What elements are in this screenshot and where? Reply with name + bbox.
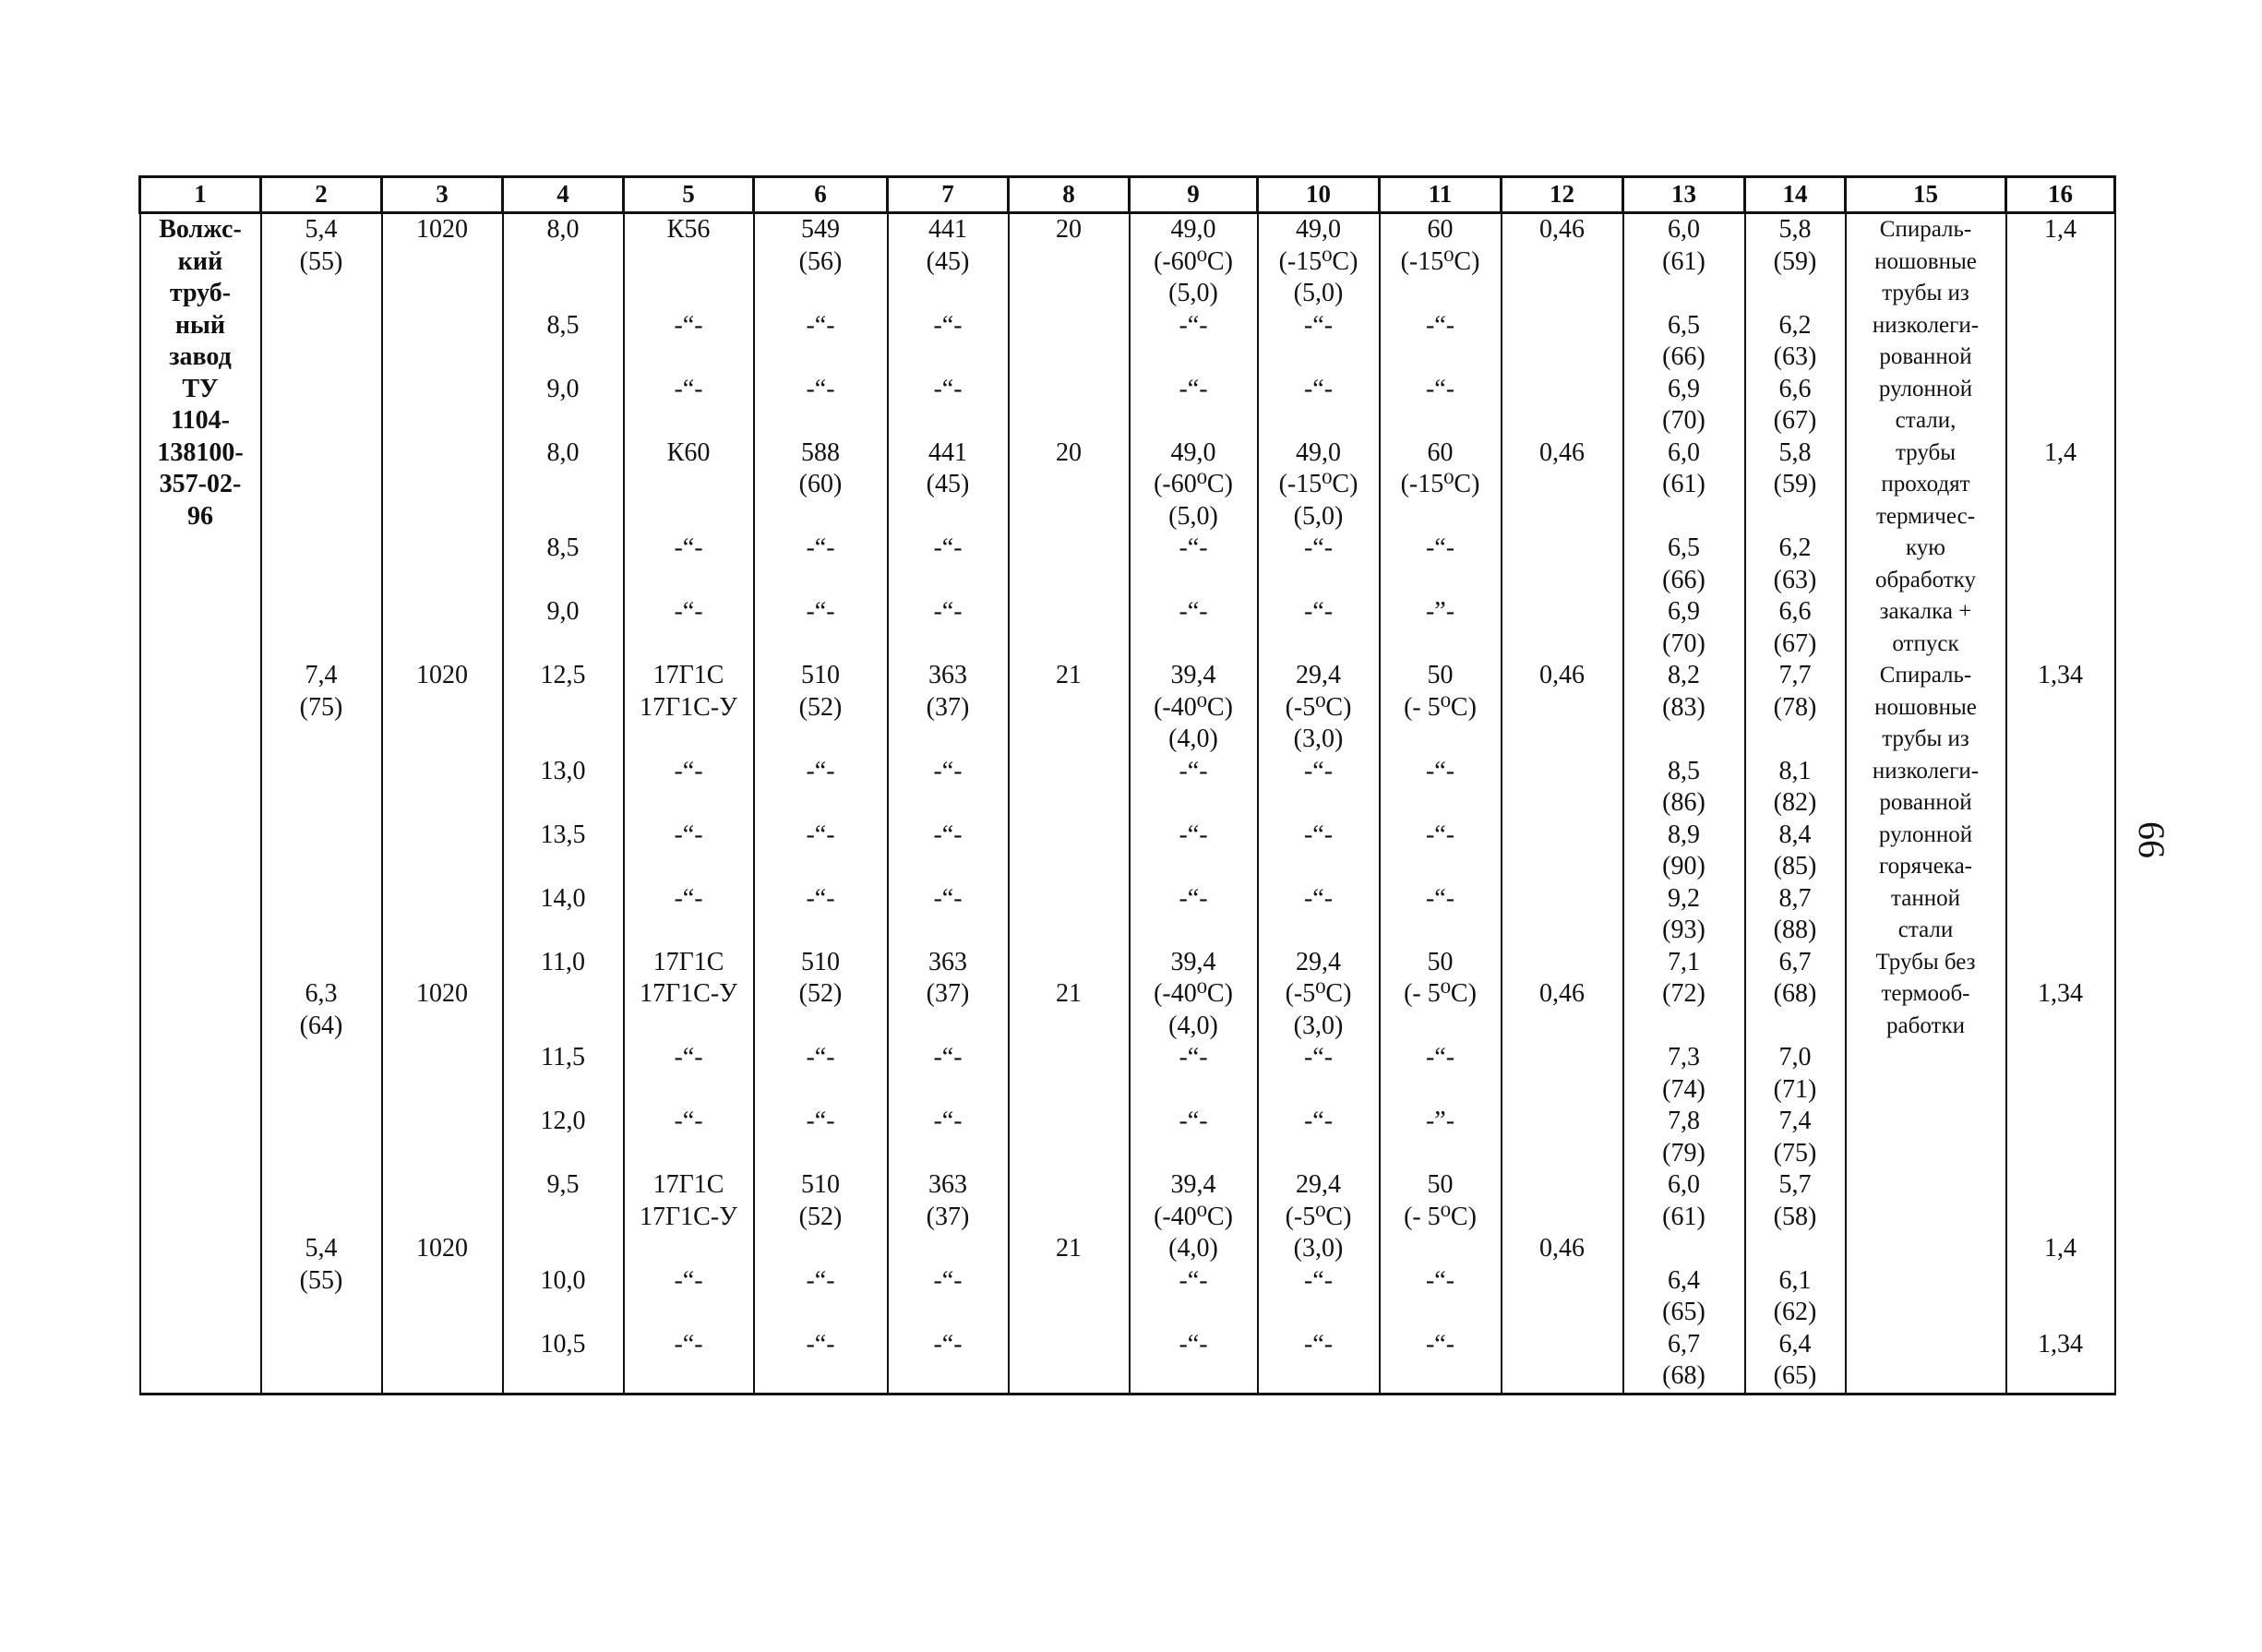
col8-text: 20 20 21 21 21: [1056, 215, 1082, 1263]
header-cell: 15: [1846, 177, 2006, 213]
header-cell: 7: [888, 177, 1009, 213]
pipe-specification-table: [138, 175, 2116, 1395]
header-cell: 10: [1258, 177, 1380, 213]
header-cell: 2: [261, 177, 382, 213]
col10-text: 49,0 (-15⁰С) (5,0) -“- -“- 49,0 (-15⁰С) (5,0) -“- -“- 29,4 (-5⁰С) (3,0) -“- -“- -“- 29,4 (-5⁰С) (3,0) -“- -“- 29,4 (-5⁰С) (3,0) -“- -“-: [1278, 215, 1358, 1359]
page-number: 66: [2131, 821, 2172, 858]
header-row: [140, 177, 2115, 213]
col13-text: 6,0 (61) 6,5 (66) 6,9 (70) 6,0 (61) 6,5 (66) 6,9 (70) 8,2 (83) 8,5 (86) 8,9 (90) 9,2 (93) 7,1 (72) 7,3 (74) 7,8 (79) 6,0 (61) 6,4 (65) 6,7 (68): [1662, 215, 1705, 1390]
col14-text: 5,8 (59) 6,2 (63) 6,6 (67) 5,8 (59) 6,2 (63) 6,6 (67) 7,7 (78) 8,1 (82) 8,4 (85) 8,7 (88) 6,7 (68) 7,0 (71) 7,4 (75) 5,7 (58) 6,1 (62) 6,4 (65): [1773, 215, 1817, 1390]
col11-text: 60 (-15⁰С) -“- -“- 60 (-15⁰С) -“- -”- 50 (- 5⁰С) -“- -“- -“- 50 (- 5⁰С) -“- -”- 50 (- 5⁰С) -“- -“-: [1400, 215, 1480, 1359]
col2-text: 5,4 (55) 7,4 (75) 6,3 (64) 5,4 (55): [299, 215, 343, 1295]
header-cell: 13: [1623, 177, 1745, 213]
cell-col5: [624, 213, 754, 1395]
cell-col12: [1502, 213, 1623, 1395]
cell-col4: [503, 213, 624, 1395]
col4-text: 8,0 8,5 9,0 8,0 8,5 9,0 12,5 13,0 13,5 14,0 11,0 11,5 12,0 9,5 10,0 10,5: [540, 215, 586, 1359]
col3-text: 1020 1020 1020 1020: [416, 215, 468, 1263]
header-cell: 12: [1502, 177, 1623, 213]
header-cell: 9: [1130, 177, 1258, 213]
cell-col9: [1130, 213, 1258, 1395]
cell-col13: [1623, 213, 1745, 1395]
header-cell: 16: [2006, 177, 2115, 213]
header-cell: 8: [1009, 177, 1130, 213]
col5-text: К56 -“- -“- К60 -“- -“- 17Г1С 17Г1С-У -“- -“- -“- 17Г1С 17Г1С-У -“- -“- 17Г1С 17Г1С-У -“- -“-: [639, 215, 737, 1359]
col7-text: 441 (45) -“- -“- 441 (45) -“- -“- 363 (37) -“- -“- -“- 363 (37) -“- -“- 363 (37) -“- -“-: [926, 215, 970, 1359]
cell-col11: [1380, 213, 1502, 1395]
header-cell: 11: [1380, 177, 1502, 213]
plant-text: Волжс- кий труб- ный завод ТУ 1104- 138100- 357-02- 96: [157, 215, 244, 531]
col15-text: Спираль- ношовные трубы из низколеги- рованной рулонной стали, трубы проходят термичес- кую обработку закалка + отпуск Спираль- ношовные трубы из низколеги- рованной рулонной горячека- танной стали Трубы без термооб- работки: [1872, 217, 1980, 1038]
cell-col8: [1009, 213, 1130, 1395]
cell-col6: [754, 213, 888, 1395]
col12-text: 0,46 0,46 0,46 0,46 0,46: [1539, 215, 1585, 1263]
cell-col3: [382, 213, 503, 1395]
cell-col7: [888, 213, 1009, 1395]
col9-text: 49,0 (-60⁰С) (5,0) -“- -“- 49,0 (-60⁰С) (5,0) -“- -“- 39,4 (-40⁰С) (4,0) -“- -“- -“- 39,4 (-40⁰С) (4,0) -“- -“- 39,4 (-40⁰С) (4,0) -“- -“-: [1154, 215, 1233, 1359]
header-cell: 1: [140, 177, 261, 213]
header-cell: 6: [754, 177, 888, 213]
cell-col15: [1846, 213, 2006, 1395]
header-cell: 4: [503, 177, 624, 213]
cell-plant: [140, 213, 261, 1395]
col16-text: 1,4 1,4 1,34 1,34 1,4 1,34: [2038, 215, 2083, 1359]
cell-col16: [2006, 213, 2115, 1395]
cell-col14: [1745, 213, 1846, 1395]
col6-text: 549 (56) -“- -“- 588 (60) -“- -“- 510 (52) -“- -“- -“- 510 (52) -“- -“- 510 (52) -“- -“-: [798, 215, 843, 1359]
table-body-row: [140, 213, 2115, 1395]
cell-col10: [1258, 213, 1380, 1395]
header-cell: 3: [382, 177, 503, 213]
cell-col2: [261, 213, 382, 1395]
header-cell: 14: [1745, 177, 1846, 213]
header-cell: 5: [624, 177, 754, 213]
